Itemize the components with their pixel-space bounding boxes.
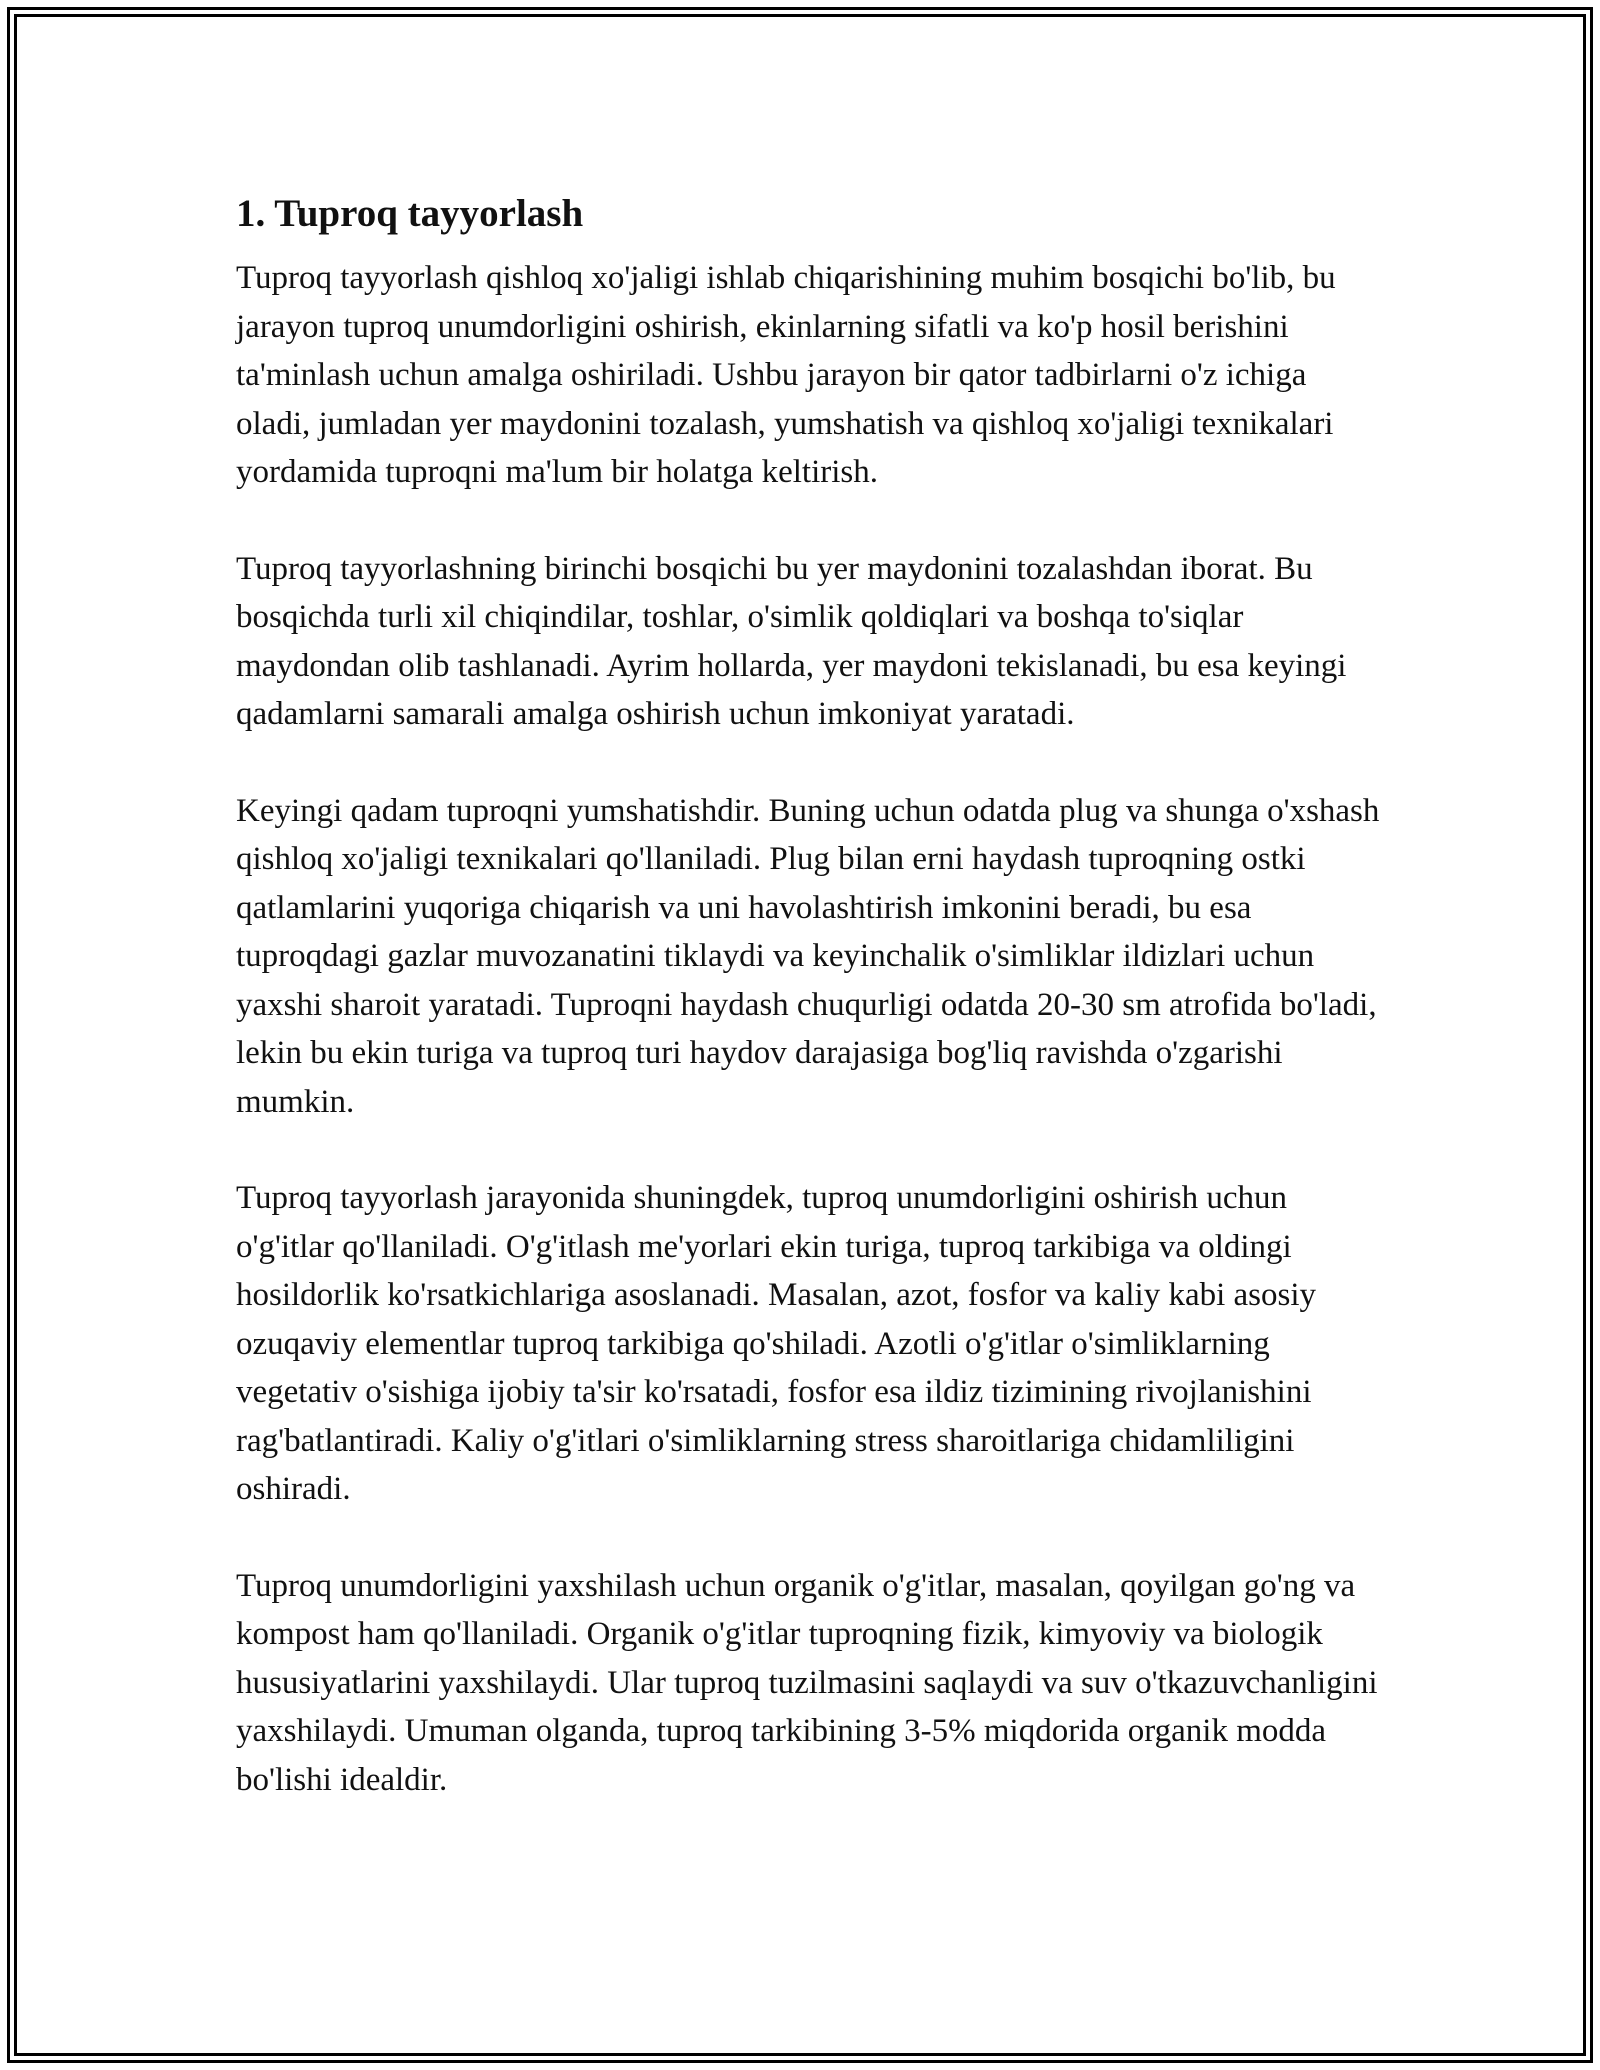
paragraph-5: Tuproq unumdorligini yaxshilash uchun organik o'g'itlar, masalan, qoyilgan go'ng va kompost ham qo'llaniladi. Organik o'g'itlar tuproqning fizik, kimyoviy va biologik hususiyatlarini yaxshilaydi. Ular tuproq tuzilmasini saqlaydi va suv o'tkazuvchanligini yaxshilaydi. Umuman olganda, tuproq tarkibining 3-5% miqdorida organik modda bo'lishi idealdir.: [236, 1567, 1378, 1798]
document-body: [236, 184, 1386, 1852]
paragraph-3: Keyingi qadam tuproqni yumshatishdir. Buning uchun odatda plug va shunga o'xshash qishloq xo'jaligi texnikalari qo'llaniladi. Plug bilan erni haydash tuproqning ostki qatlamlarini yuqoriga chiqarish va uni havolashtirish imkonini beradi, bu esa tuproqdagi gazlar muvozanatini tiklaydi va keyinchalik o'simliklar ildizlari uchun yaxshi sharoit yaratadi. Tuproqni haydash chuqurligi odatda 20-30 sm atrofida bo'ladi, lekin bu ekin turiga va tuproq turi haydov darajasiga bog'liq ravishda o'zgarishi mumkin.: [236, 792, 1380, 1120]
section-heading: 1. Tuproq tayyorlash: [236, 192, 584, 235]
paragraph-4: Tuproq tayyorlash jarayonida shuningdek, tuproq unumdorligini oshirish uchun o'g'itlar qo'llaniladi. O'g'itlash me'yorlari ekin turiga, tuproq tarkibiga va oldingi hosildorlik ko'rsatkichlariga asoslanadi. Masalan, azot, fosfor va kaliy kabi asosiy ozuqaviy elementlar tuproq tarkibiga qo'shiladi. Azotli o'g'itlar o'simliklarning vegetativ o'sishiga ijobiy ta'sir ko'rsatadi, fosfor esa ildiz tizimining rivojlanishini rag'batlantiradi. Kaliy o'g'itlari o'simliklarning stress sharoitlariga chidamliligini oshiradi.: [236, 1180, 1317, 1507]
paragraph-2: Tuproq tayyorlashning birinchi bosqichi bu yer maydonini tozalashdan iborat. Bu bosqichda turli xil chiqindilar, toshlar, o'simlik qoldiqlari va boshqa to'siqlar maydondan olib tashlanadi. Ayrim hollarda, yer maydoni tekislanadi, bu esa keyingi qadamlarni samarali amalga oshirish uchun imkoniyat yaratadi.: [236, 550, 1347, 732]
paragraph-1: Tuproq tayyorlash qishloq xo'jaligi ishlab chiqarishining muhim bosqichi bo'lib, bu jarayon tuproq unumdorligini oshirish, ekinlarning sifatli va ko'p hosil berishini ta'minlash uchun amalga oshiriladi. Ushbu jarayon bir qator tadbirlarni o'z ichiga oladi, jumladan yer maydonini tozalash, yumshatish va qishloq xo'jaligi texnikalari yordamida tuproqni ma'lum bir holatga keltirish.: [236, 260, 1336, 490]
